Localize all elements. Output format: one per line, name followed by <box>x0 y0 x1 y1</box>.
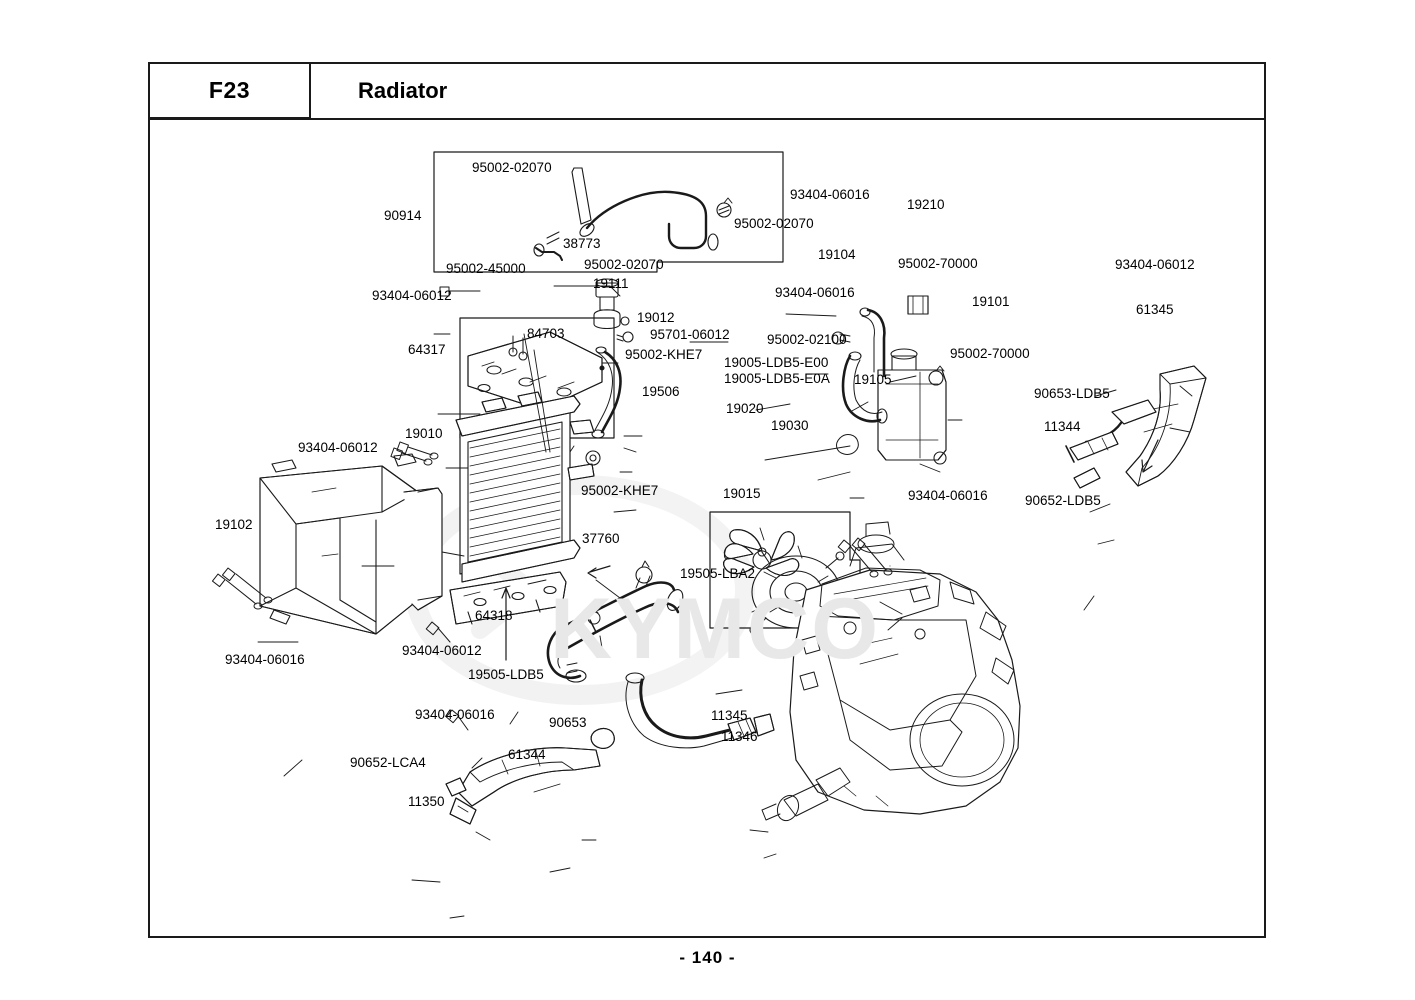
page-number: - 140 - <box>679 948 736 967</box>
label-64318: 64318 <box>475 608 513 623</box>
label-93404-06012-b: 93404-06012 <box>298 440 378 455</box>
label-84703: 84703 <box>527 326 565 341</box>
label-19105: 19105 <box>854 372 892 387</box>
label-95002-KHE7-a: 95002-KHE7 <box>625 347 703 362</box>
label-11345: 11345 <box>711 708 748 723</box>
label-11344: 11344 <box>1044 419 1081 434</box>
watermark-text: KYMCO <box>550 581 881 677</box>
label-93404-06016-b: 93404-06016 <box>775 285 855 300</box>
label-90652-LDB5: 90652-LDB5 <box>1025 493 1101 508</box>
label-19210: 19210 <box>907 197 945 212</box>
label-19505-LDB5: 19505-LDB5 <box>468 667 544 682</box>
label-19101: 19101 <box>972 294 1010 309</box>
label-64317: 64317 <box>408 342 446 357</box>
label-95002-02070-b: 95002-02070 <box>734 216 814 231</box>
label-95002-70000-b: 95002-70000 <box>950 346 1030 361</box>
section-code-cell <box>148 62 311 119</box>
label-61345: 61345 <box>1136 302 1174 317</box>
label-93404-06012-a: 93404-06012 <box>372 288 452 303</box>
label-11346: 11346 <box>721 729 758 744</box>
label-19005-LDB5-E0A: 19005-LDB5-E0A <box>724 371 830 386</box>
label-19104: 19104 <box>818 247 856 262</box>
label-90652-LCA4: 90652-LCA4 <box>350 755 426 770</box>
label-19010: 19010 <box>405 426 443 441</box>
label-95002-02070-a: 95002-02070 <box>472 160 552 175</box>
label-95701-06012: 95701-06012 <box>650 327 730 342</box>
label-19506: 19506 <box>642 384 680 399</box>
label-93404-06012-c: 93404-06012 <box>1115 257 1195 272</box>
label-19102: 19102 <box>215 517 253 532</box>
label-11350: 11350 <box>408 794 445 809</box>
label-19015: 19015 <box>723 486 761 501</box>
page-title: Radiator <box>358 78 448 103</box>
label-19030: 19030 <box>771 418 809 433</box>
air-duct-61344 <box>446 729 614 824</box>
label-90653: 90653 <box>549 715 587 730</box>
label-37760: 37760 <box>582 531 620 546</box>
label-38773: 38773 <box>563 236 601 251</box>
label-19020: 19020 <box>726 401 764 416</box>
label-93404-06016-f: 93404-06016 <box>415 707 495 722</box>
exploded-diagram <box>150 120 1264 936</box>
clip-19210 <box>908 296 928 314</box>
fan-shroud <box>260 454 442 634</box>
label-61344: 61344 <box>508 747 546 762</box>
label-19005-LDB5-E00: 19005-LDB5-E00 <box>724 355 829 370</box>
label-95002-45000: 95002-45000 <box>446 261 526 276</box>
label-93404-06016-a: 93404-06016 <box>790 187 870 202</box>
label-90653-LDB5: 90653-LDB5 <box>1034 386 1110 401</box>
label-93404-06012-d: 93404-06012 <box>402 643 482 658</box>
label-93404-06016-e: 93404-06016 <box>225 652 305 667</box>
label-19505-LBA2: 19505-LBA2 <box>680 566 756 581</box>
label-90914: 90914 <box>384 208 422 223</box>
label-19012: 19012 <box>637 310 675 325</box>
reservoir-tank <box>878 349 946 464</box>
label-95002-70000-a: 95002-70000 <box>898 256 978 271</box>
label-95002-KHE7-b: 95002-KHE7 <box>581 483 659 498</box>
label-93404-06016-d: 93404-06016 <box>908 488 988 503</box>
air-duct-61345 <box>1126 366 1206 486</box>
section-code: F23 <box>208 77 251 103</box>
label-95002-02070-c: 95002-02070 <box>584 257 664 272</box>
label-95002-02100: 95002-02100 <box>767 332 847 347</box>
label-19111: 19111 <box>593 276 629 291</box>
